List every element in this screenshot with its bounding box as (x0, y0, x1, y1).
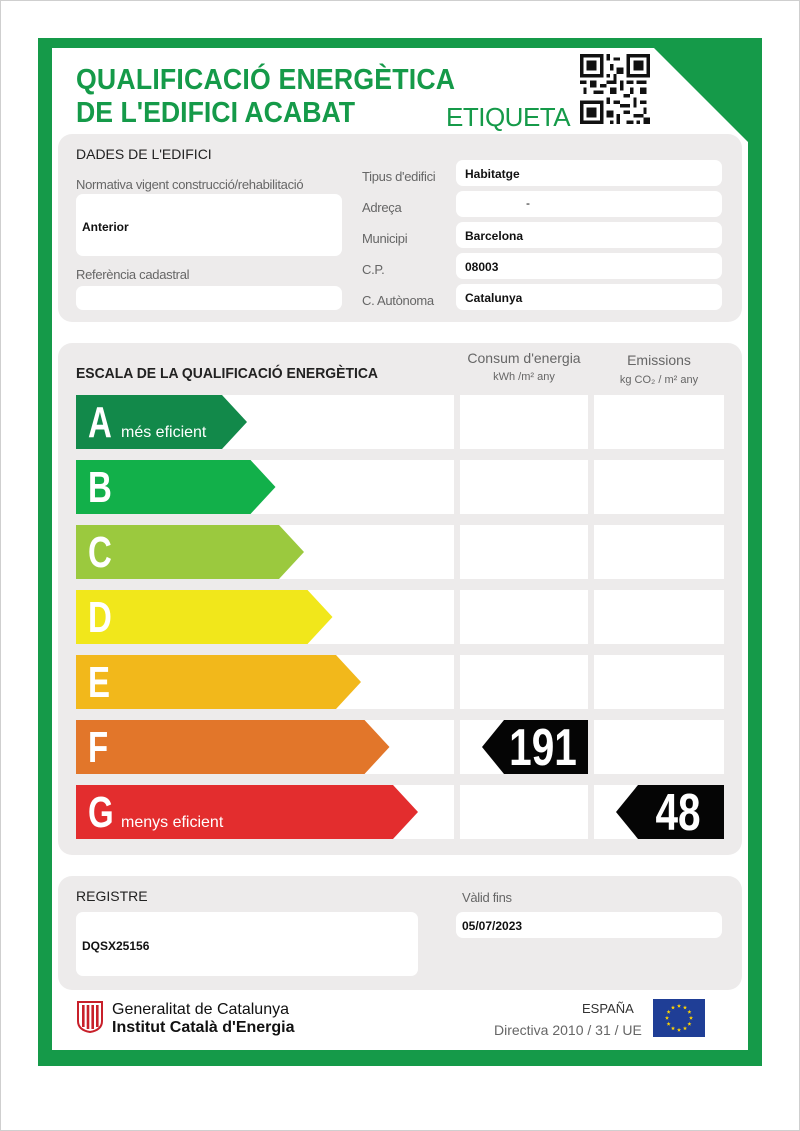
corner-fold (654, 48, 748, 142)
label-type: ETIQUETA (446, 102, 571, 132)
municipi-field (456, 222, 722, 248)
consum-cell-e (460, 655, 588, 709)
emissions-cell-e (594, 655, 724, 709)
registre-value: DQSX25156 (82, 939, 150, 953)
label-content (52, 48, 748, 1050)
valid-value: 05/07/2023 (462, 919, 523, 933)
class-letter-d: D (88, 593, 112, 642)
autonoma-value: Catalunya (465, 291, 523, 305)
org-line-1: Generalitat de Catalunya (112, 1001, 289, 1018)
scale-row-bg (251, 460, 455, 514)
adreca-label: Adreça (362, 200, 402, 215)
adreca-field (456, 191, 722, 217)
class-letter-b: B (88, 463, 112, 512)
class-letter-f: F (88, 723, 109, 772)
adreca-value: - (526, 196, 530, 210)
class-letter-e: E (88, 658, 111, 707)
class-arrow-f (76, 720, 390, 774)
building-section-title: DADES DE L'EDIFICI (76, 146, 212, 162)
emissions-marker-value: 48 (655, 784, 701, 842)
directive-label: Directiva 2010 / 31 / UE (494, 1022, 642, 1038)
class-caption-g: menys eficient (121, 814, 224, 831)
label-frame (38, 38, 762, 1066)
building-data-panel (58, 134, 742, 322)
consumption-marker-value: 191 (509, 719, 577, 777)
emissions-cell-f (594, 720, 724, 774)
registre-label: REGISTRE (76, 888, 148, 904)
title-line-2: DE L'EDIFICI ACABAT (76, 97, 356, 129)
scale-section-title: ESCALA DE LA QUALIFICACIÓ ENERGÈTICA (76, 365, 379, 382)
scale-row-bg (279, 525, 454, 579)
consum-cell-d (460, 590, 588, 644)
consum-cell-a (460, 395, 588, 449)
scale-row-bg (222, 395, 454, 449)
org-line-2: Institut Català d'Energia (112, 1019, 295, 1036)
class-letter-g: G (88, 788, 114, 837)
municipi-value: Barcelona (465, 229, 524, 243)
title-line-1: QUALIFICACIÓ ENERGÈTICA (76, 64, 456, 96)
class-arrow-d (76, 590, 333, 644)
valid-field (456, 912, 722, 938)
valid-label: Vàlid fins (462, 890, 512, 905)
eu-flag-icon (653, 999, 705, 1037)
class-letter-a: A (88, 398, 112, 447)
consum-cell-c (460, 525, 588, 579)
emissions-unit: kg CO₂ / m² any (619, 374, 699, 386)
energy-scale-panel (58, 343, 742, 855)
autonoma-label: C. Autònoma (362, 293, 434, 308)
normativa-value: Anterior (82, 220, 129, 234)
qr-code-icon (580, 54, 650, 124)
emissions-cell-c (594, 525, 724, 579)
generalitat-logo-icon (76, 1001, 104, 1033)
tipus-field (456, 160, 722, 186)
cp-label: C.P. (362, 262, 385, 277)
autonoma-field (456, 284, 722, 310)
emissions-cell-d (594, 590, 724, 644)
registre-field (76, 912, 418, 976)
tipus-label: Tipus d'edifici (362, 169, 436, 184)
municipi-label: Municipi (362, 231, 408, 246)
class-arrow-e (76, 655, 361, 709)
emissions-cell-a (594, 395, 724, 449)
class-letter-c: C (88, 528, 112, 577)
cp-value: 08003 (465, 260, 499, 274)
normativa-field (76, 194, 342, 256)
country-label: ESPAÑA (582, 1001, 634, 1016)
emissions-cell-b (594, 460, 724, 514)
consum-cell-b (460, 460, 588, 514)
normativa-label: Normativa vigent construcció/rehabilitació (76, 177, 304, 192)
consum-cell-g (460, 785, 588, 839)
class-caption-a: més eficient (121, 424, 207, 441)
consum-header: Consum d'energia (467, 350, 581, 366)
consum-unit: kWh /m² any (493, 371, 555, 383)
referencia-label: Referència cadastral (76, 267, 190, 282)
emissions-header: Emissions (627, 352, 691, 368)
cp-field (456, 253, 722, 279)
tipus-value: Habitatge (465, 167, 520, 181)
referencia-field (76, 286, 342, 310)
registre-panel (58, 876, 742, 990)
